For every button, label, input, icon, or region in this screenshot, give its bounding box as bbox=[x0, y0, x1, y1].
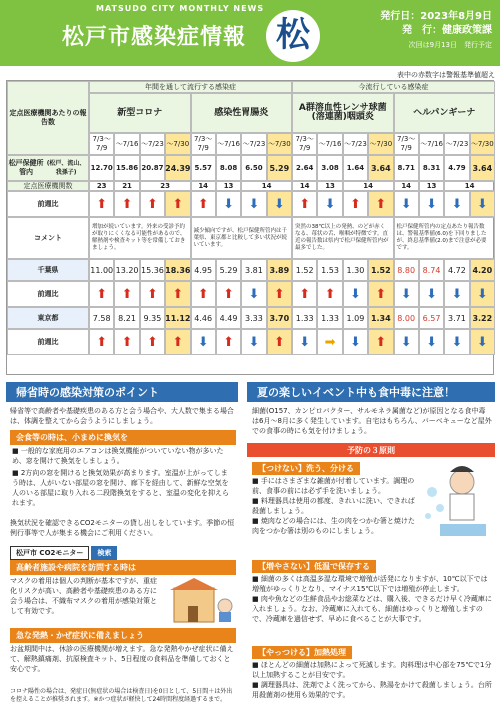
matsudo-row-value: 12.70 bbox=[89, 155, 114, 181]
tokyo-row-value: 7.58 bbox=[89, 307, 114, 329]
trend-up-icon: ⬆ bbox=[368, 281, 393, 307]
chiba-row-value: 1.30 bbox=[343, 259, 368, 281]
trend-down-icon: ⬇ bbox=[292, 329, 317, 355]
trend-down-icon: ⬇ bbox=[419, 329, 444, 355]
trend-up-icon: ⬆ bbox=[89, 281, 114, 307]
disease-header: 感染性胃腸炎 bbox=[191, 93, 293, 133]
matsudo-row-value: 15.86 bbox=[114, 155, 139, 181]
trend-up-icon: ⬆ bbox=[165, 281, 190, 307]
trend-down-icon: ⬇ bbox=[470, 329, 495, 355]
chiba-row-value: 4.95 bbox=[191, 259, 216, 281]
trend-up-icon: ⬆ bbox=[165, 329, 190, 355]
sites-value: 13 bbox=[216, 181, 241, 191]
trend-down-icon: ⬇ bbox=[419, 191, 444, 217]
trend-up-icon: ⬆ bbox=[114, 191, 139, 217]
trend-up-icon: ⬆ bbox=[140, 281, 165, 307]
week-header: ～7/30 bbox=[368, 133, 393, 155]
right-intro: 細菌(O157、カンピロバクター、サルモネラ属菌など)が原因となる食中毒は6月～8月に多く発生しています。自宅はもちろん、バーベキューなど屋外での食事の時にも気を付けましょう。 bbox=[252, 407, 492, 435]
tokyo-row-label bbox=[7, 307, 89, 329]
trend-down-icon: ⬇ bbox=[241, 281, 266, 307]
matsudo-row-value: 24.39 bbox=[165, 155, 190, 181]
chiba-row-value: 18.36 bbox=[165, 259, 190, 281]
week-header: 7/3～7/9 bbox=[292, 133, 317, 155]
matsudo-row-value: 5.57 bbox=[191, 155, 216, 181]
chiba-row-value: 11.00 bbox=[89, 259, 114, 281]
comment-text: 増加が続いています。外来の受診予約が取りにくくなる可能性があるので、解熱剤や検査キット等を常備しておきましょう。 bbox=[89, 217, 191, 259]
trend-up-icon: ⬆ bbox=[317, 281, 342, 307]
rule1-item: 焼肉などの場合には、生の肉をつかむ箸と焼けた肉をつかむ箸は別のものにしましょう。 bbox=[252, 517, 415, 535]
tokyo-row-value: 1.09 bbox=[343, 307, 368, 329]
matsudo-row-value: 8.08 bbox=[216, 155, 241, 181]
week-header: ～7/23 bbox=[444, 133, 469, 155]
week-header: ～7/23 bbox=[343, 133, 368, 155]
trend-down-icon: ⬇ bbox=[394, 281, 419, 307]
prev1-row-label: 前週比 bbox=[7, 191, 89, 217]
comment-text: 突然の38℃以上の発熱、のどが赤くなる、苺状の舌、喉咽が特徴です。直近の報告数は県内で松戸保健所管内が最多でした。 bbox=[292, 217, 394, 259]
tokyo-row-value: 4.46 bbox=[191, 307, 216, 329]
alert-note: 表中の赤数字は警報基準値超え bbox=[397, 71, 495, 79]
chiba-row-value: 1.53 bbox=[317, 259, 342, 281]
trend-up-icon: ⬆ bbox=[89, 329, 114, 355]
chiba-row-value: 8.74 bbox=[419, 259, 444, 281]
co2-text: 換気状況を確認できるCO2モニターの貸し出しをしています。季節の恒例行事等で人が集まる機会にご利用ください。 bbox=[10, 519, 235, 537]
trend-down-icon: ⬇ bbox=[470, 191, 495, 217]
rule2-heading: 【増やさない】低温で保存する bbox=[252, 560, 376, 573]
chiba-row-value: 3.89 bbox=[267, 259, 292, 281]
trend-down-icon: ⬇ bbox=[444, 191, 469, 217]
matsudo-row-value: 20.87 bbox=[140, 155, 165, 181]
trend-up-icon: ⬆ bbox=[191, 191, 216, 217]
comment-text: 松戸保健所管内の定点あたり報告数は、警報基準値(6.0)を下回りましたが、終息基準値(2.0)まで注意が必要です。 bbox=[394, 217, 496, 259]
trend-down-icon: ⬇ bbox=[216, 191, 241, 217]
tokyo-row-value: 4.49 bbox=[216, 307, 241, 329]
prev3-row-label: 前週比 bbox=[7, 329, 89, 355]
trend-down-icon: ⬇ bbox=[419, 281, 444, 307]
trend-down-icon: ⬇ bbox=[343, 329, 368, 355]
ventilation-item: 2方向の窓を開けると換気効果が高まります。室温が上がってしまう時は、人がいない部屋の窓を開け、廊下を経由して、新鮮な空気を人のいる部屋に取り入れる二段階換気をすると、室温の変化を抑えられます。 bbox=[12, 469, 229, 507]
comment-label: コメント bbox=[7, 217, 89, 259]
trend-up-icon: ⬆ bbox=[267, 329, 292, 355]
left-intro: 帰省等で高齢者や基礎疾患のある方と会う場合や、大人数で集まる場合は、体調を整えてから会うようにしましょう。 bbox=[10, 407, 234, 425]
week-header: 7/3～7/9 bbox=[394, 133, 419, 155]
week-header: ～7/16 bbox=[419, 133, 444, 155]
trend-up-icon: ⬆ bbox=[292, 281, 317, 307]
right-panel-title: 夏の楽しいイベント中も食中毒に注意！ bbox=[247, 382, 495, 402]
week-header: ～7/16 bbox=[317, 133, 342, 155]
search-button[interactable]: 検索 bbox=[91, 546, 117, 560]
ventilation-item: 一般的な家庭用のエアコンは換気機能がついていない物が多いため、窓を開けて換気をしましょう。 bbox=[12, 447, 224, 465]
matsudo-row-value: 8.71 bbox=[394, 155, 419, 181]
next-issue: 次回は9月13日 発行予定 bbox=[408, 41, 492, 49]
rule3-list: ■ ほとんどの細菌は加熱によって死滅します。肉料理は中心部を75℃で1分以上加熱することが目安です。 ■ 調理器具は、洗剤でよく洗ってから、熱湯をかけて殺菌しましょう。台所用殺菌剤の使用も効果的です。 bbox=[252, 661, 492, 699]
footnote: コロナ陽性の場合は、発症日(無症状の場合は検査日)を0日として、5日間＋は外出を控えることが推奨されます。※かつ症状が軽快して24時間程度経過するまで。 bbox=[10, 688, 233, 703]
tokyo-row-value: 6.57 bbox=[419, 307, 444, 329]
chiba-row-value: 4.72 bbox=[444, 259, 469, 281]
issue-meta bbox=[330, 10, 492, 52]
rule1-item: 手にはさまざまな雑菌が付着しています。調理の前、食事の前には必ず手を洗いましょう。 bbox=[252, 477, 415, 495]
sites-value: 14 bbox=[394, 181, 419, 191]
sites-value: 14 bbox=[292, 181, 317, 191]
fever-heading: 急な発熱・かぜ症状に備えましょう bbox=[10, 628, 236, 643]
handwash-illustration bbox=[420, 462, 494, 542]
ventilation-heading: 会食等の時は、小まめに換気を bbox=[10, 430, 236, 445]
sites-value: 13 bbox=[317, 181, 342, 191]
matsudo-row-value: 8.31 bbox=[419, 155, 444, 181]
trend-up-icon: ⬆ bbox=[292, 191, 317, 217]
co2-search-box bbox=[10, 540, 119, 560]
trend-up-icon: ⬆ bbox=[114, 281, 139, 307]
visit-text: マスクの着用は個人の判断が基本ですが、重症化リスクが高い、高齢者や基礎疾患のある方に会う場合は、不織布マスクの着用が感染対策として有効です。 bbox=[10, 577, 157, 615]
chiba-row-title: 千葉県 bbox=[37, 265, 59, 274]
ventilation-list: ■ 一般的な家庭用のエアコンは換気機能がついていない物が多いため、窓を開けて換気をしましょう。 ■ 2方向の窓を開けると換気効果が高まります。室温が上がってしまう時は、人がいない部屋の窓を開け、廊下を経由して、新鮮な空気を人のいる部屋に取り入れる二段階換気をすると、室温の変化を抑えられます。 bbox=[12, 447, 229, 507]
trend-up-icon: ⬆ bbox=[343, 191, 368, 217]
trend-down-icon: ⬇ bbox=[241, 191, 266, 217]
sites-value: 13 bbox=[419, 181, 444, 191]
tokyo-row-value: 9.35 bbox=[140, 307, 165, 329]
rule3-heading: 【やっつける】加熱処理 bbox=[252, 646, 352, 659]
rule1-item: 料理器具は使用の都度、きれいに洗い、できれば殺菌しましょう。 bbox=[252, 497, 415, 515]
week-header: ～7/23 bbox=[140, 133, 165, 155]
matsudo-row-title: 松戸保健所管内 bbox=[8, 159, 44, 176]
rule3-item: ほとんどの細菌は加熱によって死滅します。肉料理は中心部を75℃で1分以上加熱することが目安です。 bbox=[252, 661, 492, 679]
chiba-row-value: 4.20 bbox=[470, 259, 495, 281]
matsudo-row-value: 3.64 bbox=[470, 155, 495, 181]
week-header: ～7/30 bbox=[267, 133, 292, 155]
tokyo-row-value: 8.21 bbox=[114, 307, 139, 329]
trend-up-icon: ⬆ bbox=[114, 329, 139, 355]
group-header-left: 年間を通して流行する感染症 bbox=[89, 81, 292, 93]
tokyo-row-value: 3.22 bbox=[470, 307, 495, 329]
co2-search-term: 松戸市 CO2モニター bbox=[10, 546, 89, 560]
matsudo-row-value: 6.50 bbox=[241, 155, 266, 181]
trend-down-icon: ⬇ bbox=[394, 191, 419, 217]
chiba-row-value: 15.36 bbox=[140, 259, 165, 281]
rule3-item: 調理器具は、洗剤でよく洗ってから、熱湯をかけて殺菌しましょう。台所用殺菌剤の使用も効果的です。 bbox=[252, 681, 492, 699]
week-header: ～7/23 bbox=[241, 133, 266, 155]
trend-up-icon: ⬆ bbox=[191, 281, 216, 307]
tokyo-row-value: 3.33 bbox=[241, 307, 266, 329]
trend-down-icon: ⬇ bbox=[470, 281, 495, 307]
disease-header: 新型コロナ bbox=[89, 93, 191, 133]
trend-down-icon: ⬇ bbox=[444, 329, 469, 355]
tokyo-row-value: 11.12 bbox=[165, 307, 190, 329]
rules-title: 予防の３原則 bbox=[247, 443, 495, 457]
sites-label: 定点医療機関数 bbox=[7, 181, 89, 191]
sites-value: 14 bbox=[343, 181, 394, 191]
hospital-illustration bbox=[168, 578, 236, 624]
chiba-row-value: 8.80 bbox=[394, 259, 419, 281]
city-logo: 松 bbox=[266, 10, 320, 62]
trend-down-icon: ⬇ bbox=[191, 329, 216, 355]
week-header: ～7/16 bbox=[216, 133, 241, 155]
comment-text: 減少傾向ですが、松戸保健所管内は千葉県、東京都と比較して多い状況が続いています。 bbox=[191, 217, 293, 259]
matsudo-row-value: 2.64 bbox=[292, 155, 317, 181]
infection-table bbox=[6, 80, 494, 375]
issue-date: 発行日：2023年8月9日 bbox=[380, 11, 492, 22]
trend-up-icon: ⬆ bbox=[89, 191, 114, 217]
week-header: 7/3～7/9 bbox=[191, 133, 216, 155]
trend-flat-icon: ➡ bbox=[317, 329, 342, 355]
matsudo-row-value: 3.08 bbox=[317, 155, 342, 181]
disease-header: ヘルパンギーナ bbox=[394, 93, 496, 133]
sites-value: 14 bbox=[191, 181, 216, 191]
prev2-row-label: 前週比 bbox=[7, 281, 89, 307]
trend-up-icon: ⬆ bbox=[165, 191, 190, 217]
week-header: ～7/30 bbox=[470, 133, 495, 155]
matsudo-row-value: 5.29 bbox=[267, 155, 292, 181]
rule1-heading: 【つけない】洗う、分ける bbox=[252, 462, 360, 475]
matsudo-row-label bbox=[7, 155, 89, 181]
group-header-right: 今流行している感染症 bbox=[292, 81, 495, 93]
rule2-list: ■ 細菌の多くは高温多湿な環境で増殖が活発になりますが、10℃以下では増殖がゆっくりとなり、マイナス15℃以下では増殖が停止します。 ■ 肉や魚などの生鮮食品やお総菜などは、購入後、できるだけ早く冷蔵庫に入れましょう。なお、冷蔵庫に入れても、細菌はゆっくりと増殖しますので、冷蔵庫を過信せず、早めに食べることが大事です。 bbox=[252, 575, 492, 623]
tokyo-row-value: 1.33 bbox=[317, 307, 342, 329]
disease-header: A群溶血性レンサ球菌(溶連菌)咽頭炎 bbox=[292, 93, 394, 133]
trend-up-icon: ⬆ bbox=[216, 329, 241, 355]
left-panel-title: 帰省時の感染対策のポイント bbox=[6, 382, 238, 402]
tokyo-row-value: 1.33 bbox=[292, 307, 317, 329]
sites-value: 14 bbox=[241, 181, 292, 191]
chiba-row-value: 5.29 bbox=[216, 259, 241, 281]
publisher: 発 行：健康政策課 bbox=[402, 25, 492, 36]
chiba-row-value: 1.52 bbox=[368, 259, 393, 281]
trend-up-icon: ⬆ bbox=[140, 191, 165, 217]
matsudo-row-value: 1.64 bbox=[343, 155, 368, 181]
tokyo-row-value: 8.00 bbox=[394, 307, 419, 329]
trend-down-icon: ⬇ bbox=[343, 281, 368, 307]
rule1-list: ■ 手にはさまざまな雑菌が付着しています。調理の前、食事の前には必ず手を洗いましょう。 ■ 料理器具は使用の都度、きれいに洗い、できれば殺菌しましょう。 ■ 焼肉などの場合には、生の肉をつかむ箸と焼けた肉をつかむ箸は別のものにしましょう。 bbox=[252, 477, 415, 535]
chiba-row-value: 1.52 bbox=[292, 259, 317, 281]
sites-value: 23 bbox=[140, 181, 191, 191]
chiba-row-value: 3.81 bbox=[241, 259, 266, 281]
trend-up-icon: ⬆ bbox=[267, 281, 292, 307]
header-banner bbox=[0, 0, 500, 66]
chiba-row-label bbox=[7, 259, 89, 281]
sites-value: 23 bbox=[89, 181, 114, 191]
tokyo-row-value: 1.34 bbox=[368, 307, 393, 329]
sites-value: 21 bbox=[114, 181, 139, 191]
rule2-item: 細菌の多くは高温多湿な環境で増殖が活発になりますが、10℃以下では増殖がゆっくりとなり、マイナス15℃以下では増殖が停止します。 bbox=[252, 575, 488, 593]
trend-up-icon: ⬆ bbox=[140, 329, 165, 355]
fever-text: お盆期間中は、休診の医療機関が増えます。急な発熱やかぜ症状に備えて、解熱鎮痛剤、抗原検査キット、5日程度の食料品を準備しておくと安心です。 bbox=[10, 645, 234, 673]
tokyo-row-title: 東京都 bbox=[37, 313, 59, 322]
trend-up-icon: ⬆ bbox=[216, 281, 241, 307]
page-title: 松戸市感染症情報 bbox=[62, 25, 247, 50]
sites-value: 14 bbox=[444, 181, 495, 191]
english-title: MATSUDO CITY MONTHLY NEWS bbox=[96, 4, 265, 13]
week-header: ～7/16 bbox=[114, 133, 139, 155]
tokyo-row-value: 3.71 bbox=[444, 307, 469, 329]
matsudo-row-sub: (松戸、流山、我孫子) bbox=[46, 160, 86, 176]
trend-down-icon: ⬇ bbox=[317, 191, 342, 217]
row-label-header: 定点医療機関あたりの報告数 bbox=[7, 81, 89, 155]
visit-heading: 高齢者施設や病院を訪問する時は bbox=[10, 560, 236, 575]
trend-down-icon: ⬇ bbox=[444, 281, 469, 307]
trend-down-icon: ⬇ bbox=[394, 329, 419, 355]
chiba-row-value: 13.20 bbox=[114, 259, 139, 281]
rule2-item: 肉や魚などの生鮮食品やお総菜などは、購入後、できるだけ早く冷蔵庫に入れましょう。なお、冷蔵庫に入れても、細菌はゆっくりと増殖しますので、冷蔵庫を過信せず、早めに食べることが大事です。 bbox=[252, 595, 492, 623]
matsudo-row-value: 4.79 bbox=[444, 155, 469, 181]
trend-down-icon: ⬇ bbox=[267, 191, 292, 217]
tokyo-row-value: 3.70 bbox=[267, 307, 292, 329]
matsudo-row-value: 3.64 bbox=[368, 155, 393, 181]
trend-up-icon: ⬆ bbox=[368, 191, 393, 217]
week-header: 7/3～7/9 bbox=[89, 133, 114, 155]
trend-down-icon: ⬇ bbox=[241, 329, 266, 355]
trend-up-icon: ⬆ bbox=[368, 329, 393, 355]
week-header: ～7/30 bbox=[165, 133, 190, 155]
